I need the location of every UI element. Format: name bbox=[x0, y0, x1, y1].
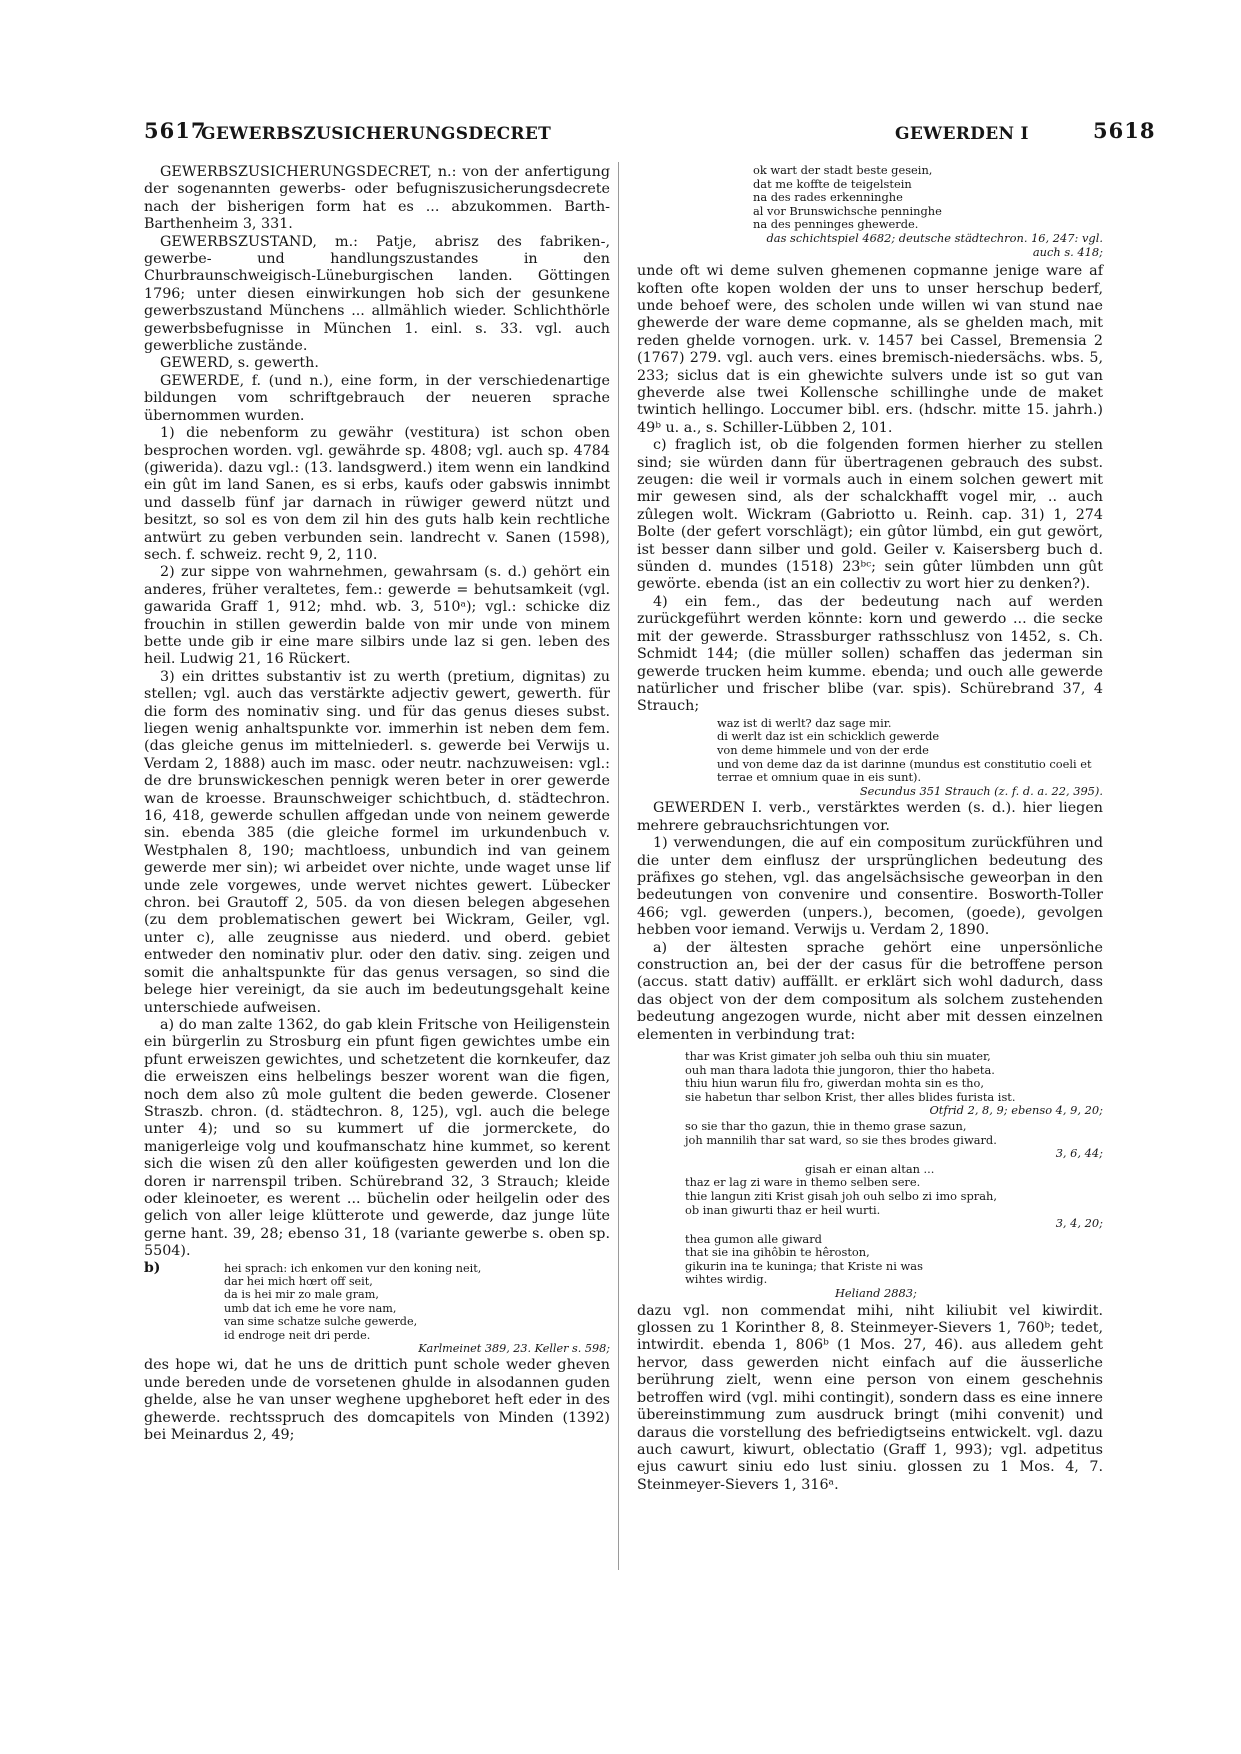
citation-line: gikurin ina te kuninga; that Kriste ni was bbox=[685, 1258, 923, 1273]
citation-line: umb dat ich eme he vore nam, bbox=[224, 1301, 397, 1315]
entry-gewerbszustand: GEWERBSZUSTAND, m.: Patje, abrisz des fabriken-, gewerbe- und handlungszustandes in den Churbraunschweigisch-Lüneburgischen landen. Göttingen 1796; unter diesen einwirkungen hob sich der gesunkene gewerbszustand Münchens ... allmählich wieder. Schlichthörle gewerbsbefugnisse in München 1. einl. s. 33. vgl. auch gewerbliche zustände. bbox=[144, 233, 610, 355]
gewerde-sense-3c: c) fraglich ist, ob die folgenden formen hierher zu stellen sind; sie würden dann für übertragenen gebrauch des subst. zeugen: die weil ir vormals auch in einem solchen gewert mit mir gewesen sind, als der schalckhafft vogel mir, .. auch zûlegen wolt. Wickram (Gabriotto u. Reinh. cap. 31) 1, 274 Bolte (der gefert vorschlägt); ein gûtor lümbd, ein gut gewört, ist besser dann silber und gold. Geiler v. Kaisersberg buch d. sünden d. mundes (1518) 23ᵇᶜ; sein gûter lümbden unn gût gewörte. ebenda (ist an ein collectiv zu wort hier zu denken?). bbox=[637, 437, 1103, 593]
citation-line: id endroge neit dri perde. bbox=[224, 1328, 371, 1342]
left-running-title: GEWERBSZUSICHERUNGSDECRET bbox=[201, 124, 552, 144]
citation-line: that sie ina gihôbin te hêroston, bbox=[685, 1245, 870, 1260]
sub-marker-b: b) bbox=[144, 1259, 161, 1276]
citation-source: Secundus 351 Strauch (z. f. d. a. 22, 395). bbox=[859, 783, 1103, 798]
citation-line: al vor Brunswichsche penninghe bbox=[753, 203, 942, 218]
citation-line: thiu hiun warun filu fro, giwerdan mohta sin es tho, bbox=[685, 1076, 984, 1091]
gewerden-sense-1a: a) der ältesten sprache gehört eine unpersönliche construction an, bei der der casus für die betroffene person (accus. statt dativ) auffällt. er erklärt sich wohl dadurch, dass das object von der dem compositum als solchem zustehenden bedeutung angezogen wurde, nicht aber mit dessen einzelnen elementen in verbindung trat: bbox=[637, 939, 1103, 1043]
citation-line: und von deme daz da ist darinne (mundus est constitutio coeli et terrae et omnium quae in eis sunt). bbox=[717, 756, 1092, 785]
citation-otfrid-3 bbox=[637, 1163, 1103, 1231]
entry-gewerbszusicherungsdecret: GEWERBSZUSICHERUNGSDECRET, n.: von der anfertigung der sogenannten gewerbs- oder befugniszusicherungsdecrete nach der bisherigen form hat es ... abzukommen. Barth-Barthenheim 3, 331. bbox=[144, 164, 610, 233]
citation-otfrid-1 bbox=[637, 1050, 1103, 1118]
citation-secundus bbox=[637, 717, 1103, 799]
citation-source: das schichtspiel 4682; deutsche städtechron. 16, 247: vgl. auch s. 418; bbox=[766, 230, 1103, 259]
citation-line: thie langun ziti Krist gisah joh ouh selbo zi imo sprah, bbox=[685, 1188, 997, 1203]
citation-line: na des rades erkenninghe bbox=[753, 190, 903, 205]
citation-line: gisah er einan altan ... bbox=[805, 1161, 935, 1176]
gewerde-sense-4: 4) ein fem., das der bedeutung nach auf werden zurückgeführt werden könnte: korn und gewerdo ... die secke mit der gewerde. Strassburger rathsschlusz von 1452, s. Ch. Schmidt 144; (die müller sollen) schaffen das jederman sin gewerde trucken heim kumme. ebenda; und ouch alle gewerde natürlicher und frischer blibe (var. spis). Schürebrand 37, 4 Strauch; bbox=[637, 593, 1103, 715]
gewerde-sense-3a: a) do man zalte 1362, do gab klein Fritsche von Heiligenstein ein bürgerlin zu Strosburg ein pfunt figen gewichtes umbe ein pfunt erweiszen gewichtes, und schetzetent die kornkeufer, daz die erweiszen eins helbelings beszer worent wan die figen, noch dem also zû mole gultent die beden gewerde. Closener Straszb. chron. (d. städtechron. 8, 125), vgl. auch die belege unter 4); und so su kummert uf die jormerckete, do manigerleige volg und koufmanschatz hine kummet, so kerent sich die wisen zû den aller koüfigesten gewerden und lon die doren ir narrenspil triben. Schürebrand 32, 3 Strauch; kleide oder kleinoeter, es werent ... büchelin oder heilgelin oder des gelich von aller leige klütterote und gewerde, daz junge lüte gerne hant. 39, 28; ebenso 31, 18 (variante gewerbe s. oben sp. 5504). bbox=[144, 1016, 610, 1260]
citation-otfrid-2 bbox=[637, 1120, 1103, 1161]
citation-line: di werlt daz ist ein schicklich gewerde bbox=[717, 729, 940, 744]
citation-source: 3, 4, 20; bbox=[1055, 1216, 1103, 1231]
citation-source: Heliand 2883; bbox=[835, 1286, 917, 1301]
right-running-title: GEWERDEN I bbox=[895, 124, 1029, 144]
citation-line: ok wart der stadt beste gesein, bbox=[753, 163, 933, 177]
citation-line: dar hei mich hœrt off seit, bbox=[224, 1275, 373, 1288]
citation-line: sie habetun thar selbon Krist, ther alles blides furista ist. bbox=[685, 1089, 1016, 1104]
gewerde-sense-2: 2) zur sippe von wahrnehmen, gewahrsam (s. d.) gehört ein anderes, früher veraltetes, fem.: gewerde = behutsamkeit (vgl. gawarida Graff 1, 912; mhd. wb. 3, 510ᵃ); vgl.: schicke diz frouchin in stillen gewerdin balde von mir unde von minem bette unde gib ir eine mare silbirs unde laz si gen. leben des heil. Ludwig 21, 16 Rückert. bbox=[144, 564, 610, 668]
right-page-number: 5618 bbox=[1093, 118, 1156, 143]
citation-line: von deme himmele und von der erde bbox=[717, 742, 929, 757]
left-column bbox=[144, 164, 610, 1444]
citation-karlmeinet bbox=[144, 1259, 610, 1356]
citation-line: van sime schatze sulche gewerde, bbox=[224, 1315, 418, 1329]
entry-gewerd: GEWERD, s. gewerth. bbox=[160, 355, 319, 372]
column-divider bbox=[618, 162, 619, 1570]
citation-line: wihtes wirdig. bbox=[685, 1272, 768, 1287]
citation-line: da is hei mir zo male gram, bbox=[224, 1288, 379, 1302]
citation-source: Karlmeinet 389, 23. Keller s. 598; bbox=[418, 1342, 610, 1356]
citation-line: thea gumon alle giward bbox=[685, 1231, 822, 1246]
citation-schichtspiel bbox=[637, 164, 1103, 259]
gewerden-sense-1a-cont: dazu vgl. non commendat mihi, niht kiliubit vel kiwirdit. glossen zu 1 Korinther 8, 8. Steinmeyer-Sievers 1, 760ᵇ; tedet, intwirdit. ebenda 1, 806ᵇ (1 Mos. 27, 46). aus alledem geht hervor, dass gewerden nicht einfach auf die äusserliche berührung zielt, wenn eine person von einem geschehnis betroffen wird (vgl. mihi contingit), sondern dass es eine innere übereinstimmung zum ausdruck bringt (mihi convenit) und daraus die vorstellung des befriedigtseins entwickelt. vgl. dazu auch cawurt, kiwurt, oblectatio (Graff 1, 993); vgl. adpetitus ejus cawurt siniu edo lust siniu. glossen zu 1 Mos. 4, 7. Steinmeyer-Sievers 1, 316ᵃ. bbox=[637, 1302, 1103, 1493]
citation-source: Otfrid 2, 8, 9; ebenso 4, 9, 20; bbox=[929, 1103, 1103, 1118]
gewerde-sense-1: 1) die nebenform zu gewähr (vestitura) ist schon oben besprochen worden. vgl. gewährde sp. 4808; vgl. auch sp. 4784 (giwerida). dazu vgl.: (13. landsgwerd.) item wenn ein landkind ein gût im land Sanen, es si erbs, kaufs oder gabswis innimbt und dasselb fünf jar darnach in rüwiger gewerd nützt und besitzt, so sol es von dem zil hin des guts halb kein rechtliche antwürt zu geben verbunden sein. landrecht v. Sanen (1598), sech. f. schweiz. recht 9, 2, 110. bbox=[144, 425, 610, 563]
citation-line: thaz er lag zi ware in themo selben sere. bbox=[685, 1175, 921, 1190]
citation-line: ouh man thara ladota thie jungoron, thier tho habeta. bbox=[685, 1062, 995, 1077]
left-page-number: 5617 bbox=[144, 118, 207, 143]
gewerde-sense-3: 3) ein drittes substantiv ist zu werth (pretium, dignitas) zu stellen; vgl. auch das verstärkte adjectiv gewert, gewerth. für die form des nominativ sing. und für das genus dieses subst. liegen wenig anhaltspunkte vor. immerhin ist neben dem fem. (das gleiche genus im mittelniederl. s. gewerde bei Verwijs u. Verdam 2, 1888) auch im masc. oder neutr. nachzuweisen: vgl.: de dre brunswickeschen pennigk weren beter in orer gewerde wan de kroesse. Braunschweiger schichtbuch, d. städtechron. 16, 418, gewerde schullen affgedan unde von neinem gewerde sin. ebenda 385 (die gleiche formel im urkundenbuch v. Westphalen 8, 190; machtloess, unbundich ind van geinem gewerde mer sin); wi arbeidet over nichte, unde waget unse lif unde zele vorgewes, unde wervet nichtes gewert. Lübecker chron. bei Grautoff 2, 505. da von diesen belegen abgesehen (zu dem problematischen gewert bei Wickram, Geiler, vgl. unter c), alle zeugnisse aus niederd. und oberd. gebiet entweder den nominativ plur. oder den dativ. sing. zeigen und somit die anhaltspunkte für das genus versagen, so sind die belege hier vereinigt, da sie auch im bedeutungsgehalt keine unterschiede aufweisen. bbox=[144, 668, 610, 1016]
citation-heliand bbox=[637, 1233, 1103, 1301]
gewerden-sense-1: 1) verwendungen, die auf ein compositum zurückführen und die unter dem einflusz der ursprünglichen bedeutung des präfixes go stehen, vgl. das angelsächsische geweorþan in den bedeutungen von convenire und consentire. Bosworth-Toller 466; vgl. gewerden (unpers.), becomen, (goede), gevolgen hebben voor iemand. Verwijs u. Verdam 2, 1890. bbox=[637, 835, 1103, 939]
citation-line: dat me koffte de teigelstein bbox=[753, 176, 912, 191]
citation-line: hei sprach: ich enkomen vur den koning neit, bbox=[224, 1261, 482, 1275]
citation-source: 3, 6, 44; bbox=[1055, 1146, 1103, 1161]
entry-gewerden-i: GEWERDEN I. verb., verstärktes werden (s. d.). hier liegen mehrere gebrauchsrichtungen vor. bbox=[637, 800, 1103, 834]
entry-gewerde: GEWERDE, f. (und n.), eine form, in der verschiedenartige bildungen vom schriftgebrauch der neueren sprache übernommen wurden. bbox=[144, 372, 610, 424]
right-column bbox=[637, 164, 1103, 1494]
gewerde-sense-3b-closing: des hope wi, dat he uns de drittich punt schole weder gheven unde bereden unde de vorsetenen ghulde in alsodannen guden ghelde, alse he van unser weghene upgheboret heft eder in des ghewerde. rechtsspruch des domcapitels von Minden (1392) bei Meinardus 2, 49; bbox=[144, 1357, 610, 1444]
citation-line: ob inan giwurti thaz er heil wurti. bbox=[685, 1202, 881, 1217]
citation-line: na des penninges ghewerde. bbox=[753, 217, 919, 232]
gewerde-cont-paragraph: unde oft wi deme sulven ghemenen copmanne jenige ware af koften ofte kopen wolden der uns to unser herschup bederf, unde behoef were, des scholen unde willen wi van stund nae ghewerde der ware deme copmanne, als se ghelden mach, mit reden ghelde vornogen. urk. v. 1457 bei Cassel, Bremensia 2 (1767) 279. vgl. auch vers. eines bremisch-niedersächs. wbs. 5, 233; siclus dat is ein ghewichte sulvers unde ist so gut van gheverde alse twei Kollensche schillinghe unde de maket twintich hellingo. Loccumer bibl. ers. (hdschr. mitte 15. jahrh.) 49ᵇ u. a., s. Schiller-Lübben 2, 101. bbox=[637, 263, 1103, 436]
citation-line: thar was Krist gimater joh selba ouh thiu sin muater, bbox=[685, 1048, 991, 1063]
citation-line: waz ist di werlt? daz sage mir. bbox=[717, 715, 892, 730]
citation-line: joh mannilih thar sat ward, so sie thes brodes giward. bbox=[685, 1132, 997, 1147]
citation-line: so sie thar tho gazun, thie in themo grase sazun, bbox=[685, 1118, 967, 1133]
